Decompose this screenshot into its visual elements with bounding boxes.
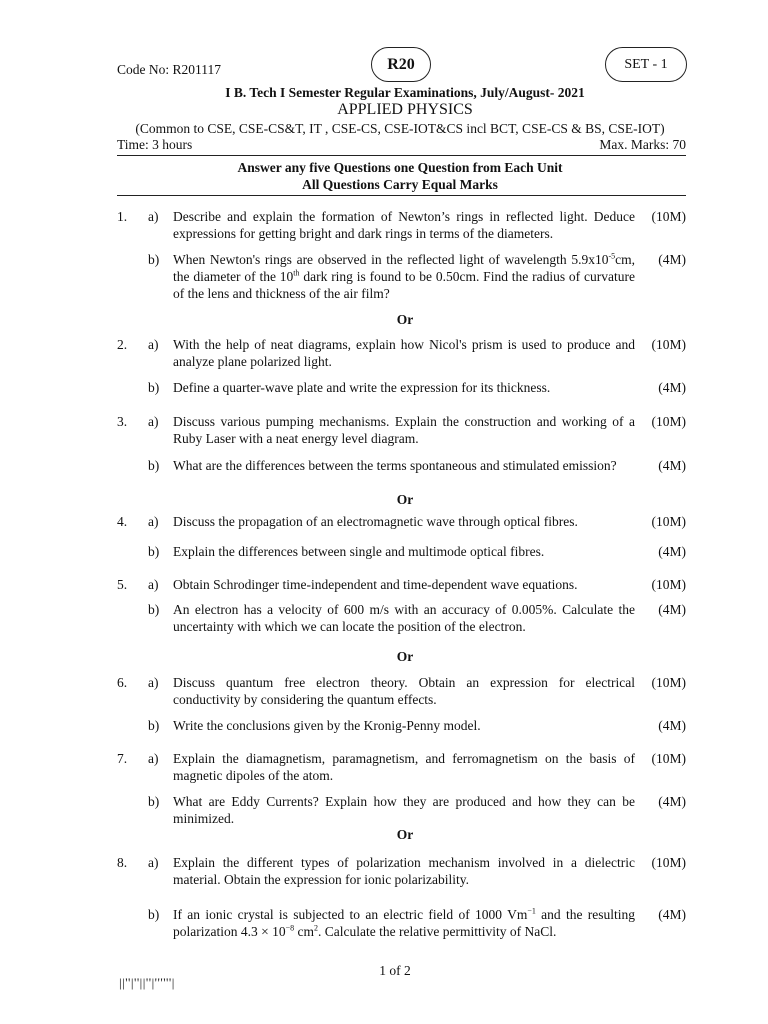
- part-label: b): [148, 380, 160, 395]
- or-separator: Or: [396, 492, 414, 507]
- part-label: a): [148, 337, 159, 352]
- question-text: If an ionic crystal is subjected to an electric field of 1000 $Vm^{-1}$ and the resulting polarization $4.3 \times 10^{-8}$ $cm^2$. Calculate the relative permittivity of NaCl.: [173, 906, 635, 939]
- marks-label: (4M): [658, 252, 686, 267]
- part-label: a): [148, 855, 159, 870]
- question-number: 2.: [117, 337, 128, 352]
- marks-label: (10M): [651, 855, 686, 870]
- common-to-line: (Common to CSE, CSE-CS&T, IT , CSE-CS, CSE-IOT&CS incl BCT, CSE-CS & BS, CSE-IOT): [135, 121, 665, 136]
- question-text: Define a quarter-wave plate and write the expression for its thickness.: [173, 380, 551, 395]
- part-label: b): [148, 458, 160, 473]
- instruction-divider: [117, 195, 686, 196]
- question-number: 4.: [117, 514, 128, 529]
- code-number: Code No: R201117: [117, 62, 221, 77]
- part-label: b): [148, 907, 160, 922]
- question-text: Discuss quantum free electron theory. Obtain an expression for electrical conductivity by considering the quantum effects.: [173, 675, 635, 707]
- question-number: 6.: [117, 675, 128, 690]
- question-number: 5.: [117, 577, 128, 592]
- part-label: a): [148, 751, 159, 766]
- question-text: Describe and explain the formation of Newton’s rings in reflected light. Deduce expressions for getting bright and dark rings in terms of the diameters.: [173, 209, 635, 241]
- question-text: What are the differences between the terms spontaneous and stimulated emission?: [173, 458, 617, 473]
- question-text: Obtain Schrodinger time-independent and time-dependent wave equations.: [173, 577, 578, 592]
- question-text: When Newton's rings are observed in the reflected light of wavelength $5.9x10^{-5}cm$, the diameter of the 10th dark ring is found to be 0.50cm. Find the radius of curvature of the lens and thickness of the air film?: [173, 251, 635, 301]
- set-badge: SET - 1: [605, 47, 687, 82]
- part-label: b): [148, 252, 160, 267]
- part-label: b): [148, 794, 160, 809]
- max-marks-label: Max. Marks: 70: [599, 137, 686, 152]
- marks-label: (10M): [651, 337, 686, 352]
- marks-label: (10M): [651, 414, 686, 429]
- marks-label: (4M): [658, 380, 686, 395]
- question-number: 3.: [117, 414, 128, 429]
- question-number: 8.: [117, 855, 128, 870]
- marks-label: (10M): [651, 209, 686, 224]
- part-label: b): [148, 544, 160, 559]
- question-text: An electron has a velocity of 600 m/s with an accuracy of 0.005%. Calculate the uncertainty with which we can locate the position of the electron.: [173, 602, 635, 634]
- question-text: Explain the diamagnetism, paramagnetism, and ferromagnetism on the basis of magnetic dipoles of the atom.: [173, 751, 635, 783]
- question-text: Write the conclusions given by the Kronig-Penny model.: [173, 718, 481, 733]
- part-label: b): [148, 602, 160, 617]
- instruction-1: Answer any five Questions one Question from Each Unit: [237, 160, 563, 175]
- marks-label: (10M): [651, 514, 686, 529]
- part-label: a): [148, 675, 159, 690]
- subject-title: APPLIED PHYSICS: [337, 101, 473, 118]
- marks-label: (4M): [658, 718, 686, 733]
- question-text: Discuss the propagation of an electromagnetic wave through optical fibres.: [173, 514, 578, 529]
- page-number: 1 of 2: [379, 963, 411, 978]
- marks-label: (4M): [658, 907, 686, 922]
- marks-label: (10M): [651, 751, 686, 766]
- marks-label: (4M): [658, 458, 686, 473]
- or-separator: Or: [396, 827, 414, 842]
- marks-label: (4M): [658, 602, 686, 617]
- or-separator: Or: [396, 312, 414, 327]
- part-label: a): [148, 514, 159, 529]
- exam-title: I B. Tech I Semester Regular Examinations, July/August- 2021: [225, 85, 585, 100]
- question-text: What are Eddy Currents? Explain how they are produced and how they can be minimized.: [173, 794, 635, 826]
- instruction-2: All Questions Carry Equal Marks: [302, 177, 498, 192]
- question-text: With the help of neat diagrams, explain how Nicol's prism is used to produce and analyze plane polarized light.: [173, 337, 635, 369]
- part-label: a): [148, 577, 159, 592]
- marks-label: (10M): [651, 675, 686, 690]
- question-text: Explain the different types of polarization mechanism involved in a dielectric material. Obtain the expression for ionic polarizability.: [173, 855, 635, 887]
- question-text: Explain the differences between single and multimode optical fibres.: [173, 544, 545, 559]
- part-label: a): [148, 209, 159, 224]
- barcode-text: ||''|''||''|''''''|: [119, 975, 175, 990]
- part-label: a): [148, 414, 159, 429]
- header-divider: [117, 155, 686, 156]
- regulation-badge: R20: [371, 47, 431, 82]
- or-separator: Or: [396, 649, 414, 664]
- marks-label: (10M): [651, 577, 686, 592]
- question-text: Discuss various pumping mechanisms. Explain the construction and working of a Ruby Laser with a neat energy level diagram.: [173, 414, 635, 446]
- marks-label: (4M): [658, 544, 686, 559]
- time-label: Time: 3 hours: [117, 137, 193, 152]
- marks-label: (4M): [658, 794, 686, 809]
- part-label: b): [148, 718, 160, 733]
- question-number: 7.: [117, 751, 128, 766]
- question-number: 1.: [117, 209, 128, 224]
